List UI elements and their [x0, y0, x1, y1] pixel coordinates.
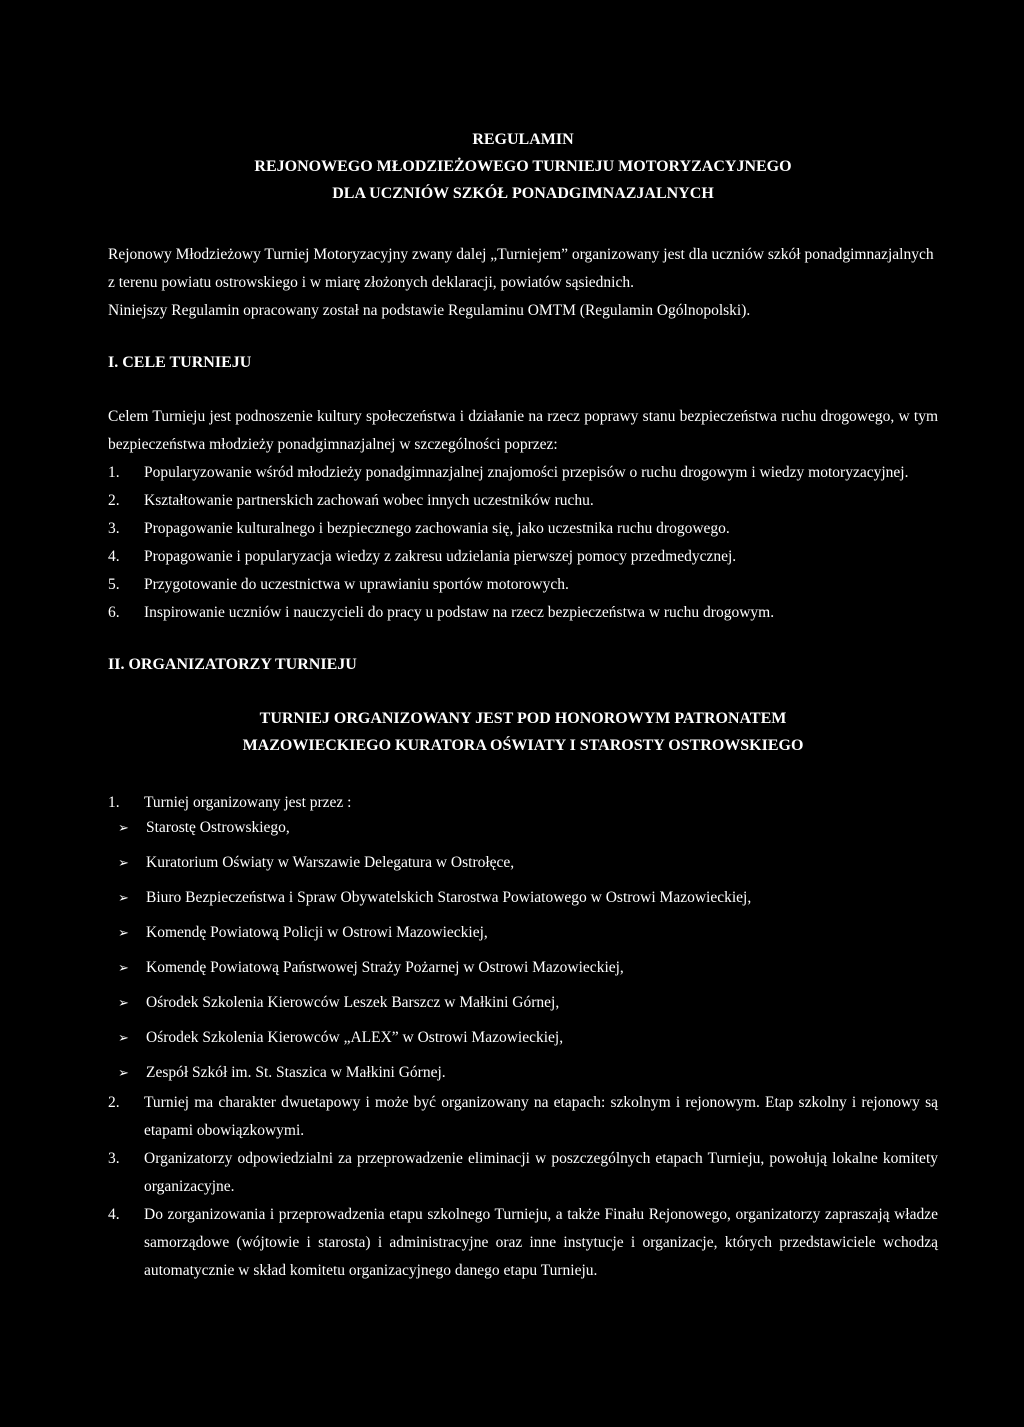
bullet-item [118, 852, 938, 873]
bullet-text: Biuro Bezpieczeństwa i Spraw Obywatelskich Starostwa Powiatowego w Ostrowi Mazowieckiej, [146, 889, 752, 906]
list-item-text: Przygotowanie do uczestnictwa w uprawianiu sportów motorowych. [144, 576, 569, 593]
list-item-text: Do zorganizowania i przeprowadzenia etapu szkolnego Turnieju, a także Finału Rejonowego, organizatorzy zapraszają władze samorządowe (wójtowie i starosta) i administracyjne oraz inne instytucje i organizacje, których przedstawiciele wchodzą automatycznie w skład komitetu organizacyjnego danego etapu Turnieju. [144, 1206, 938, 1279]
arrow-bullet-icon: ➢ [118, 855, 129, 870]
list-item-number: 4. [108, 1206, 120, 1223]
list-item-number: 1. [108, 464, 120, 481]
organizers-list [108, 789, 938, 1285]
bullet-text: Kuratorium Oświaty w Warszawie Delegatura w Ostrołęce, [146, 854, 515, 871]
patronage-statement [108, 705, 938, 759]
list-item-text: Turniej organizowany jest przez : [144, 794, 352, 811]
bullet-item [118, 922, 938, 943]
list-item-number: 5. [108, 576, 120, 593]
arrow-bullet-icon: ➢ [118, 1065, 129, 1080]
list-item [108, 543, 938, 571]
arrow-bullet-icon: ➢ [118, 1030, 129, 1045]
intro-block [108, 241, 938, 325]
bullet-item [118, 1062, 938, 1083]
bullet-item [118, 992, 938, 1013]
section-1-heading: I. CELE TURNIEJU [108, 354, 252, 371]
list-item [108, 789, 938, 1083]
list-item-number: 2. [108, 492, 120, 509]
list-item [108, 487, 938, 515]
arrow-bullet-icon: ➢ [118, 995, 129, 1010]
list-item-text: Propagowanie kulturalnego i bezpiecznego zachowania się, jako uczestnika ruchu drogowego. [144, 520, 730, 537]
list-item [108, 571, 938, 599]
bullet-text: Zespół Szkół im. St. Staszica w Małkini Górnej. [146, 1064, 446, 1081]
intro-paragraph: Rejonowy Młodzieżowy Turniej Motoryzacyjny zwany dalej „Turniejem” organizowany jest dla uczniów szkół ponadgimnazjalnych z terenu powiatu ostrowskiego i w miarę złożonych deklaracji, powiatów sąsiednich. [108, 246, 934, 291]
bullet-text: Komendę Powiatową Państwowej Straży Pożarnej w Ostrowi Mazowieckiej, [146, 959, 624, 976]
list-item-text: Kształtowanie partnerskich zachowań wobec innych uczestników ruchu. [144, 492, 594, 509]
list-item [108, 515, 938, 543]
list-item-text: Inspirowanie uczniów i nauczycieli do pracy u podstaw na rzecz bezpieczeństwa w ruchu drogowym. [144, 604, 775, 621]
bullet-text: Ośrodek Szkolenia Kierowców „ALEX” w Ostrowi Mazowieckiej, [146, 1029, 564, 1046]
bullet-text: Ośrodek Szkolenia Kierowców Leszek Barszcz w Małkini Górnej, [146, 994, 560, 1011]
patronage-line-2: MAZOWIECKIEGO KURATORA OŚWIATY I STAROSTY OSTROWSKIEGO [242, 737, 804, 754]
arrow-bullet-icon: ➢ [118, 960, 129, 975]
list-item-number: 6. [108, 604, 120, 621]
list-item [108, 1201, 938, 1285]
list-item [108, 599, 938, 627]
bullet-item [118, 887, 938, 908]
bullet-item [118, 1027, 938, 1048]
list-item [108, 1145, 938, 1201]
title-line-3: DLA UCZNIÓW SZKÓŁ PONADGIMNAZJALNYCH [332, 185, 714, 202]
intro-basis-paragraph: Niniejszy Regulamin opracowany został na podstawie Regulaminu OMTM (Regulamin Ogólnopolski). [108, 302, 751, 319]
list-item-text: Propagowanie i popularyzacja wiedzy z zakresu udzielania pierwszej pomocy przedmedycznej. [144, 548, 737, 565]
section-1-paragraph: Celem Turnieju jest podnoszenie kultury społeczeństwa i działanie na rzecz poprawy stanu bezpieczeństwa ruchu drogowego, w tym bezpieczeństwa młodzieży ponadgimnazjalnej w szczególności poprzez: [108, 408, 938, 453]
list-item-text: Turniej ma charakter dwuetapowy i może być organizowany na etapach: szkolnym i rejonowym. Etap szkolny i rejonowy są etapami obowiązkowymi. [144, 1094, 938, 1139]
title-line-2: REJONOWEGO MŁODZIEŻOWEGO TURNIEJU MOTORYZACYJNEGO [254, 158, 792, 175]
list-item [108, 1089, 938, 1145]
list-item-text: Organizatorzy odpowiedzialni za przeprowadzenie eliminacji w poszczególnych etapach Turnieju, powołują lokalne komitety organizacyjne. [144, 1150, 938, 1195]
bullet-item [118, 817, 938, 838]
arrow-bullet-icon: ➢ [118, 890, 129, 905]
patronage-line-1: TURNIEJ ORGANIZOWANY JEST POD HONOROWYM PATRONATEM [259, 710, 787, 727]
arrow-bullet-icon: ➢ [118, 820, 129, 835]
goals-list [108, 459, 938, 627]
list-item-number: 1. [108, 794, 120, 811]
list-item-number: 4. [108, 548, 120, 565]
list-item-number: 3. [108, 1150, 120, 1167]
bullet-item [118, 957, 938, 978]
section-2-heading: II. ORGANIZATORZY TURNIEJU [108, 656, 357, 673]
bullet-text: Starostę Ostrowskiego, [146, 819, 290, 836]
document-page [108, 126, 938, 1285]
list-item-number: 3. [108, 520, 120, 537]
title-line-1: REGULAMIN [472, 131, 574, 148]
list-item-number: 2. [108, 1094, 120, 1111]
list-item-text: Popularyzowanie wśród młodzieży ponadgimnazjalnej znajomości przepisów o ruchu drogowym i wiedzy motoryzacyjnej. [144, 464, 909, 481]
list-item [108, 459, 938, 487]
organizer-bullets [118, 817, 938, 1083]
document-title [108, 126, 938, 207]
arrow-bullet-icon: ➢ [118, 925, 129, 940]
bullet-text: Komendę Powiatową Policji w Ostrowi Mazowieckiej, [146, 924, 488, 941]
